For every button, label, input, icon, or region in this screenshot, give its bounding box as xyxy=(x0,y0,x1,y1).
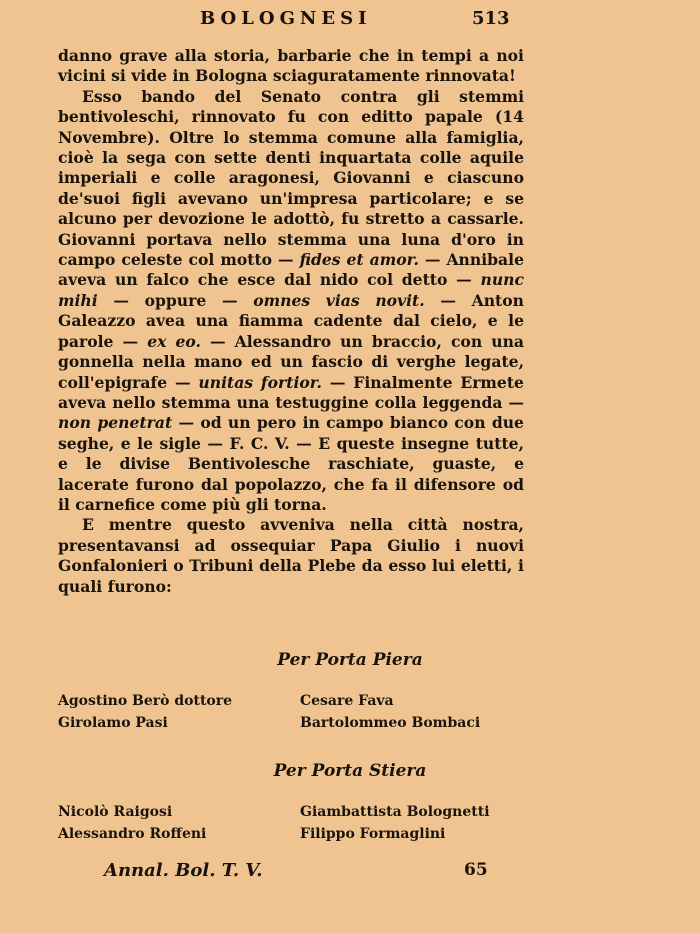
page-header xyxy=(0,8,700,32)
latin-motto: ex eo. xyxy=(147,331,201,351)
name-entry: Alessandro Roffeni xyxy=(58,826,207,842)
latin-motto: fides et amor. xyxy=(299,250,419,270)
name-row xyxy=(58,712,528,734)
text-run: danno grave alla storia, barbarie che in tempi a noi vicini si vide in Bologna sciaguratamente rinnovata! xyxy=(58,46,524,86)
name-entry: Nicolò Raigosi xyxy=(58,804,173,820)
text-run: — Annibale aveva un falco che esce dal nido col detto — xyxy=(58,250,525,290)
name-entry: Agostino Berò dottore xyxy=(58,693,233,709)
text-run: E mentre questo avveniva nella città nostra, presentavansi ad ossequiar Papa Giulio i nuovi Gonfalonieri o Tribuni della Plebe da esso lui eletti, i quali furono: xyxy=(58,515,524,596)
section-heading-porta-piera: Per Porta Piera xyxy=(277,650,423,670)
signature-number: 65 xyxy=(464,860,488,880)
name-entry: Filippo Formaglini xyxy=(300,826,446,842)
latin-motto: nunc mihi xyxy=(58,270,524,310)
text-run: Esso bando del Senato contra gli stemmi bentivoleschi, rinnovato fu con editto papale (14 Novembre). Oltre lo stemma comune alla famiglia, cioè la sega con sette denti inquartata colle aquile imperiali e colle aragonesi, Giovanni e ciascuno de'suoi figli avevano un'impresa particolare; e se alcuno per devozione le adottò, fu stretto a cassarle. Giovanni portava nello stemma una luna d'oro in campo celeste col motto — xyxy=(58,86,524,270)
text-run: — oppure — xyxy=(97,290,254,310)
paragraph xyxy=(58,46,524,87)
name-row xyxy=(58,801,528,823)
paragraph xyxy=(58,87,524,516)
name-entry: Giambattista Bolognetti xyxy=(300,804,490,820)
text-run: — Finalmente Ermete aveva nello stemma una testuggine colla leggenda — xyxy=(58,372,524,412)
running-title: BOLOGNESI xyxy=(200,8,372,29)
names-porta-piera xyxy=(58,690,528,734)
latin-motto: omnes vias novit. xyxy=(253,290,425,310)
page-footer xyxy=(0,860,700,886)
latin-motto: non penetrat xyxy=(58,413,173,433)
text-run: — od un pero in campo bianco con due seghe, e le sigle — F. C. V. — E queste insegne tutte, e le divise Bentivolesche raschiate, guaste, e lacerate furono dal popolazzo, che fa il difensore od il carnefice come più gli torna. xyxy=(58,413,524,514)
text-run: — Alessandro un braccio, con una gonnella nella mano ed un fascio di verghe legate, coll'epigrafe — xyxy=(58,331,525,392)
printer-signature: Annal. Bol. T. V. xyxy=(104,860,263,881)
name-entry: Girolamo Pasi xyxy=(58,715,168,731)
latin-motto: unitas fortior. xyxy=(198,372,322,392)
name-row xyxy=(58,690,528,712)
name-row xyxy=(58,823,528,845)
page-number: 513 xyxy=(472,8,510,29)
paragraph xyxy=(58,515,524,597)
text-run: — Anton Galeazzo avea una fiamma cadente dal cielo, e le parole — xyxy=(58,290,524,351)
section-heading-porta-stiera: Per Porta Stiera xyxy=(273,761,427,781)
body-text xyxy=(58,46,524,597)
name-entry: Bartolommeo Bombaci xyxy=(300,715,481,731)
names-porta-stiera xyxy=(58,801,528,845)
name-entry: Cesare Fava xyxy=(300,693,394,709)
